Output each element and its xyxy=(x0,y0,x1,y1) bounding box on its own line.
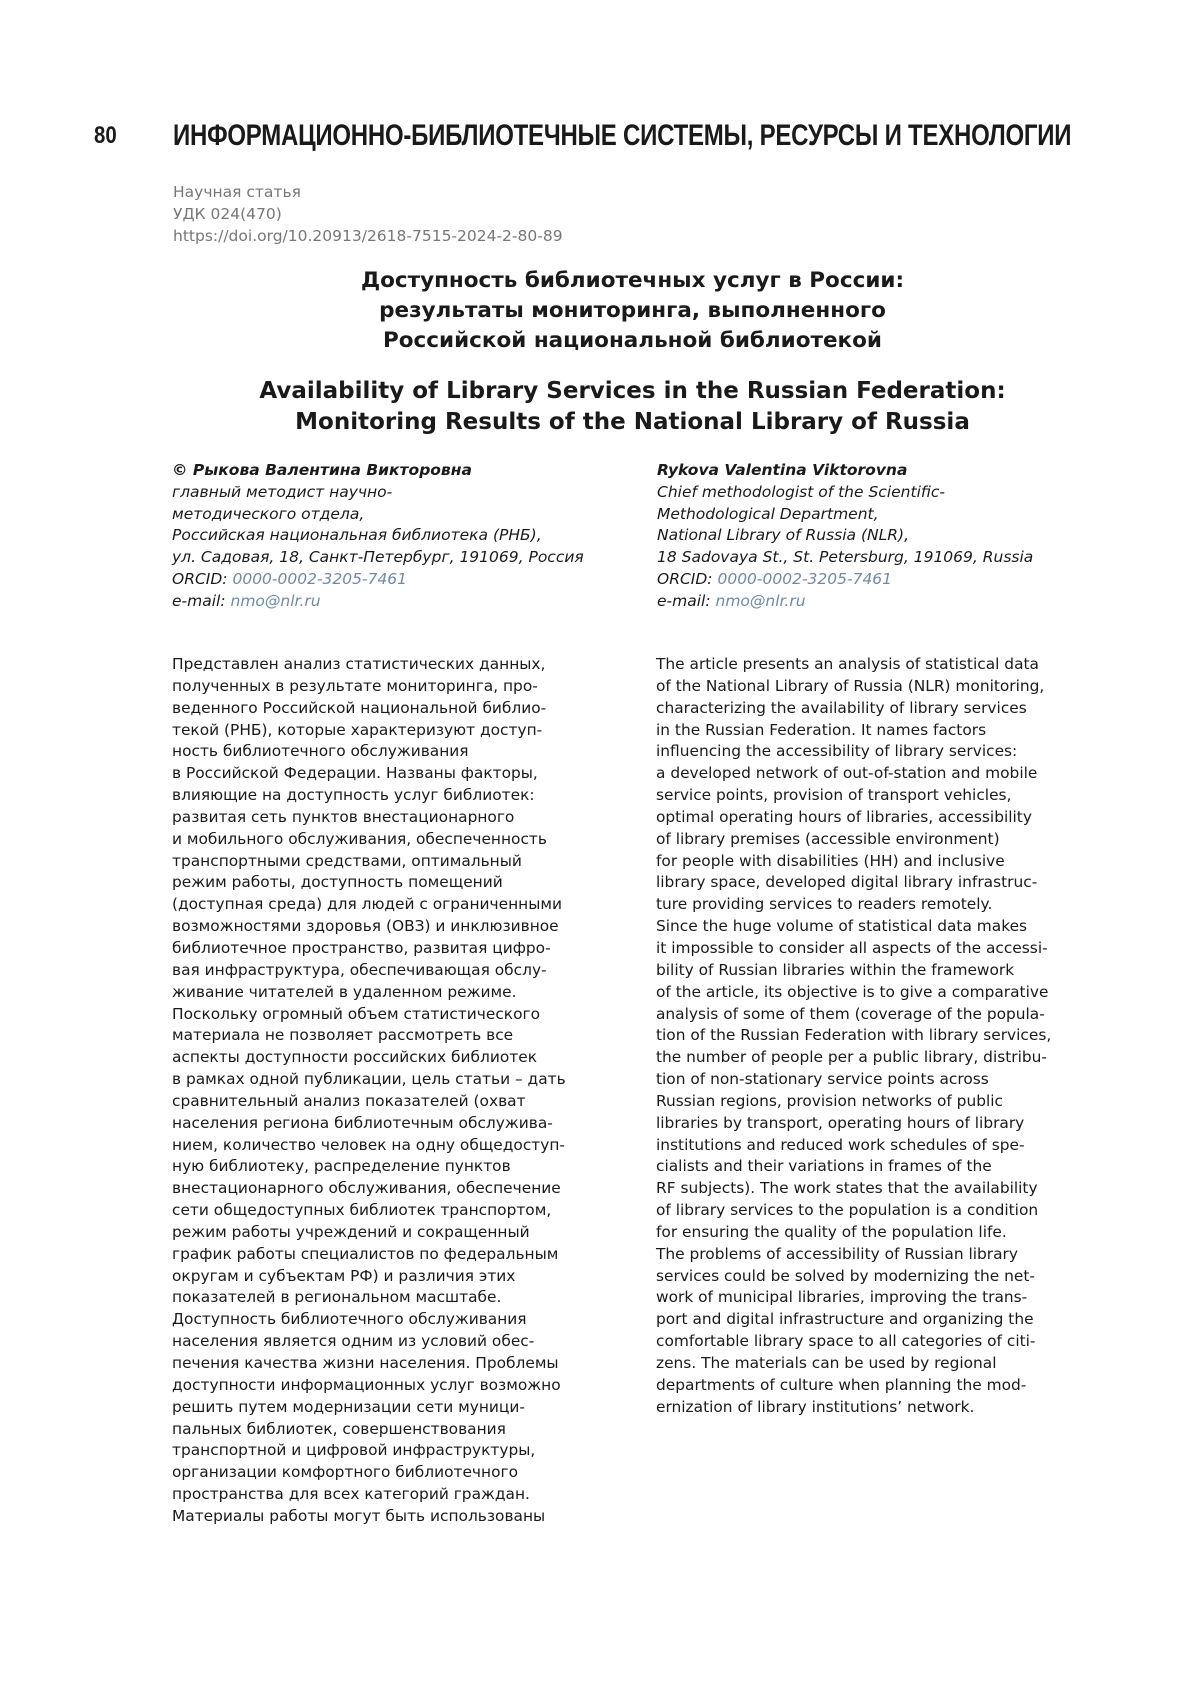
abstract-line: of library services to the population is a condition xyxy=(656,1200,1051,1222)
abstract-line: ernization of library institutions’ network. xyxy=(656,1397,1051,1419)
abstract-line: в Российской Федерации. Названы факторы, xyxy=(172,763,566,785)
abstract-line: optimal operating hours of libraries, accessibility xyxy=(656,807,1051,829)
author-info-ru xyxy=(172,460,584,613)
abstract-line: организации комфортного библиотечного xyxy=(172,1462,566,1484)
abstract-line: режим работы, доступность помещений xyxy=(172,872,566,894)
abstract-line: полученных в результате мониторинга, про- xyxy=(172,676,566,698)
author-affiliation-line: Chief methodologist of the Scientific- xyxy=(657,482,1033,504)
abstract-line: (доступная среда) для людей с ограниченными xyxy=(172,894,566,916)
abstract-line: Представлен анализ статистических данных, xyxy=(172,654,566,676)
abstract-line: Доступность библиотечного обслуживания xyxy=(172,1309,566,1331)
abstract-line: режим работы учреждений и сокращенный xyxy=(172,1222,566,1244)
abstract-line: comfortable library space to all categories of citi- xyxy=(656,1331,1051,1353)
author-affiliation-line: Российская национальная библиотека (РНБ), xyxy=(172,525,584,547)
orcid-row xyxy=(172,569,584,591)
section-title: ИНФОРМАЦИОННО-БИБЛИОТЕЧНЫЕ СИСТЕМЫ, РЕСУРСЫ И ТЕХНОЛОГИИ xyxy=(173,119,1071,153)
abstract-line: населения региона библиотечным обслужива- xyxy=(172,1113,566,1135)
email-row xyxy=(657,591,1033,613)
abstract-line: port and digital infrastructure and organizing the xyxy=(656,1309,1051,1331)
email-link[interactable]: nmo@nlr.ru xyxy=(716,592,806,610)
abstract-line: it impossible to consider all aspects of the accessi- xyxy=(656,938,1051,960)
author-name: Rykova Valentina Viktorovna xyxy=(657,460,1033,482)
email-label: e-mail: xyxy=(172,592,226,610)
abstract-line: и мобильного обслуживания, обеспеченность xyxy=(172,829,566,851)
title-line: Monitoring Results of the National Library of Russia xyxy=(0,407,1200,438)
abstract-line: tion of the Russian Federation with library services, xyxy=(656,1025,1051,1047)
title-line: результаты мониторинга, выполненного xyxy=(0,296,1200,326)
abstract-line: график работы специалистов по федеральным xyxy=(172,1244,566,1266)
udc-code: УДК 024(470) xyxy=(173,203,563,225)
article-meta xyxy=(173,181,563,247)
title-line: Availability of Library Services in the Russian Federation: xyxy=(0,376,1200,407)
abstract-line: analysis of some of them (coverage of the popula- xyxy=(656,1004,1051,1026)
orcid-row xyxy=(657,569,1033,591)
abstract-line: нием, количество человек на одну общедоступ- xyxy=(172,1135,566,1157)
orcid-link[interactable]: 0000-0002-3205-7461 xyxy=(232,570,407,588)
abstract-line: a developed network of out-of-station and mobile xyxy=(656,763,1051,785)
abstract-line: показателей в региональном масштабе. xyxy=(172,1287,566,1309)
abstract-line: аспекты доступности российских библиотек xyxy=(172,1047,566,1069)
abstract-line: текой (РНБ), которые характеризуют доступ- xyxy=(172,720,566,742)
abstract-line: печения качества жизни населения. Проблемы xyxy=(172,1353,566,1375)
abstract-line: libraries by transport, operating hours of library xyxy=(656,1113,1051,1135)
article-title-en xyxy=(0,376,1200,438)
abstract-line: ture providing services to readers remotely. xyxy=(656,894,1051,916)
abstract-line: транспортной и цифровой инфраструктуры, xyxy=(172,1440,566,1462)
abstract-line: cialists and their variations in frames of the xyxy=(656,1156,1051,1178)
article-title-ru xyxy=(0,266,1200,356)
abstract-line: Since the huge volume of statistical data makes xyxy=(656,916,1051,938)
abstract-en xyxy=(656,654,1051,1419)
abstract-line: влияющие на доступность услуг библиотек: xyxy=(172,785,566,807)
page-number: 80 xyxy=(94,122,117,150)
author-affiliation-line: главный методист научно- xyxy=(172,482,584,504)
author-affiliation-line: 18 Sadovaya St., St. Petersburg, 191069, Russia xyxy=(657,547,1033,569)
abstract-line: библиотечное пространство, развитая цифро- xyxy=(172,938,566,960)
abstract-line: пальных библиотек, совершенствования xyxy=(172,1419,566,1441)
abstract-line: материала не позволяет рассмотреть все xyxy=(172,1025,566,1047)
abstract-line: ную библиотеку, распределение пунктов xyxy=(172,1156,566,1178)
abstract-line: Поскольку огромный объем статистического xyxy=(172,1004,566,1026)
abstract-line: населения является одним из условий обес- xyxy=(172,1331,566,1353)
email-label: e-mail: xyxy=(657,592,711,610)
orcid-label: ORCID: xyxy=(172,570,228,588)
abstract-line: services could be solved by modernizing the net- xyxy=(656,1266,1051,1288)
title-line: Доступность библиотечных услуг в России: xyxy=(0,266,1200,296)
abstract-line: of the National Library of Russia (NLR) monitoring, xyxy=(656,676,1051,698)
abstract-line: сети общедоступных библиотек транспортом, xyxy=(172,1200,566,1222)
abstract-line: library space, developed digital library infrastruc- xyxy=(656,872,1051,894)
abstract-line: решить путем модернизации сети муници- xyxy=(172,1397,566,1419)
abstract-line: of library premises (accessible environment) xyxy=(656,829,1051,851)
abstract-line: доступности информационных услуг возможно xyxy=(172,1375,566,1397)
abstract-line: The article presents an analysis of statistical data xyxy=(656,654,1051,676)
abstract-line: Материалы работы могут быть использованы xyxy=(172,1506,566,1528)
abstract-line: of the article, its objective is to give a comparative xyxy=(656,982,1051,1004)
abstract-line: work of municipal libraries, improving the trans- xyxy=(656,1287,1051,1309)
abstract-line: tion of non-stationary service points across xyxy=(656,1069,1051,1091)
abstract-line: Russian regions, provision networks of public xyxy=(656,1091,1051,1113)
abstract-line: characterizing the availability of library services xyxy=(656,698,1051,720)
abstract-line: The problems of accessibility of Russian library xyxy=(656,1244,1051,1266)
abstract-line: zens. The materials can be used by regional xyxy=(656,1353,1051,1375)
email-link[interactable]: nmo@nlr.ru xyxy=(231,592,321,610)
title-line: Российской национальной библиотекой xyxy=(0,326,1200,356)
abstract-line: округам и субъектам РФ) и различия этих xyxy=(172,1266,566,1288)
abstract-line: departments of culture when planning the mod- xyxy=(656,1375,1051,1397)
orcid-link[interactable]: 0000-0002-3205-7461 xyxy=(717,570,892,588)
abstract-line: вая инфраструктура, обеспечивающая обслу- xyxy=(172,960,566,982)
abstract-line: развитая сеть пунктов внестационарного xyxy=(172,807,566,829)
abstract-line: ность библиотечного обслуживания xyxy=(172,741,566,763)
abstract-line: сравнительный анализ показателей (охват xyxy=(172,1091,566,1113)
abstract-line: пространства для всех категорий граждан. xyxy=(172,1484,566,1506)
author-affiliation-line: Methodological Department, xyxy=(657,504,1033,526)
abstract-line: RF subjects). The work states that the availability xyxy=(656,1178,1051,1200)
orcid-label: ORCID: xyxy=(657,570,713,588)
author-name: © Рыкова Валентина Викторовна xyxy=(172,460,584,482)
abstract-line: веденного Российской национальной библио- xyxy=(172,698,566,720)
abstract-line: for people with disabilities (HH) and inclusive xyxy=(656,851,1051,873)
abstract-line: транспортными средствами, оптимальный xyxy=(172,851,566,873)
abstract-ru xyxy=(172,654,566,1528)
article-type: Научная статья xyxy=(173,181,563,203)
abstract-line: influencing the accessibility of library services: xyxy=(656,741,1051,763)
author-affiliation-line: методического отдела, xyxy=(172,504,584,526)
abstract-line: for ensuring the quality of the population life. xyxy=(656,1222,1051,1244)
abstract-line: the number of people per a public library, distribu- xyxy=(656,1047,1051,1069)
email-row xyxy=(172,591,584,613)
abstract-line: service points, provision of transport vehicles, xyxy=(656,785,1051,807)
abstract-line: bility of Russian libraries within the framework xyxy=(656,960,1051,982)
author-affiliation-line: ул. Садовая, 18, Санкт-Петербург, 191069, Россия xyxy=(172,547,584,569)
author-affiliation-line: National Library of Russia (NLR), xyxy=(657,525,1033,547)
abstract-line: in the Russian Federation. It names factors xyxy=(656,720,1051,742)
abstract-line: живание читателей в удаленном режиме. xyxy=(172,982,566,1004)
abstract-line: возможностями здоровья (ОВЗ) и инклюзивное xyxy=(172,916,566,938)
author-info-en xyxy=(657,460,1033,613)
doi-link[interactable]: https://doi.org/10.20913/2618-7515-2024-2-80-89 xyxy=(173,225,563,247)
abstract-line: внестационарного обслуживания, обеспечение xyxy=(172,1178,566,1200)
abstract-line: в рамках одной публикации, цель статьи – дать xyxy=(172,1069,566,1091)
abstract-line: institutions and reduced work schedules of spe- xyxy=(656,1135,1051,1157)
